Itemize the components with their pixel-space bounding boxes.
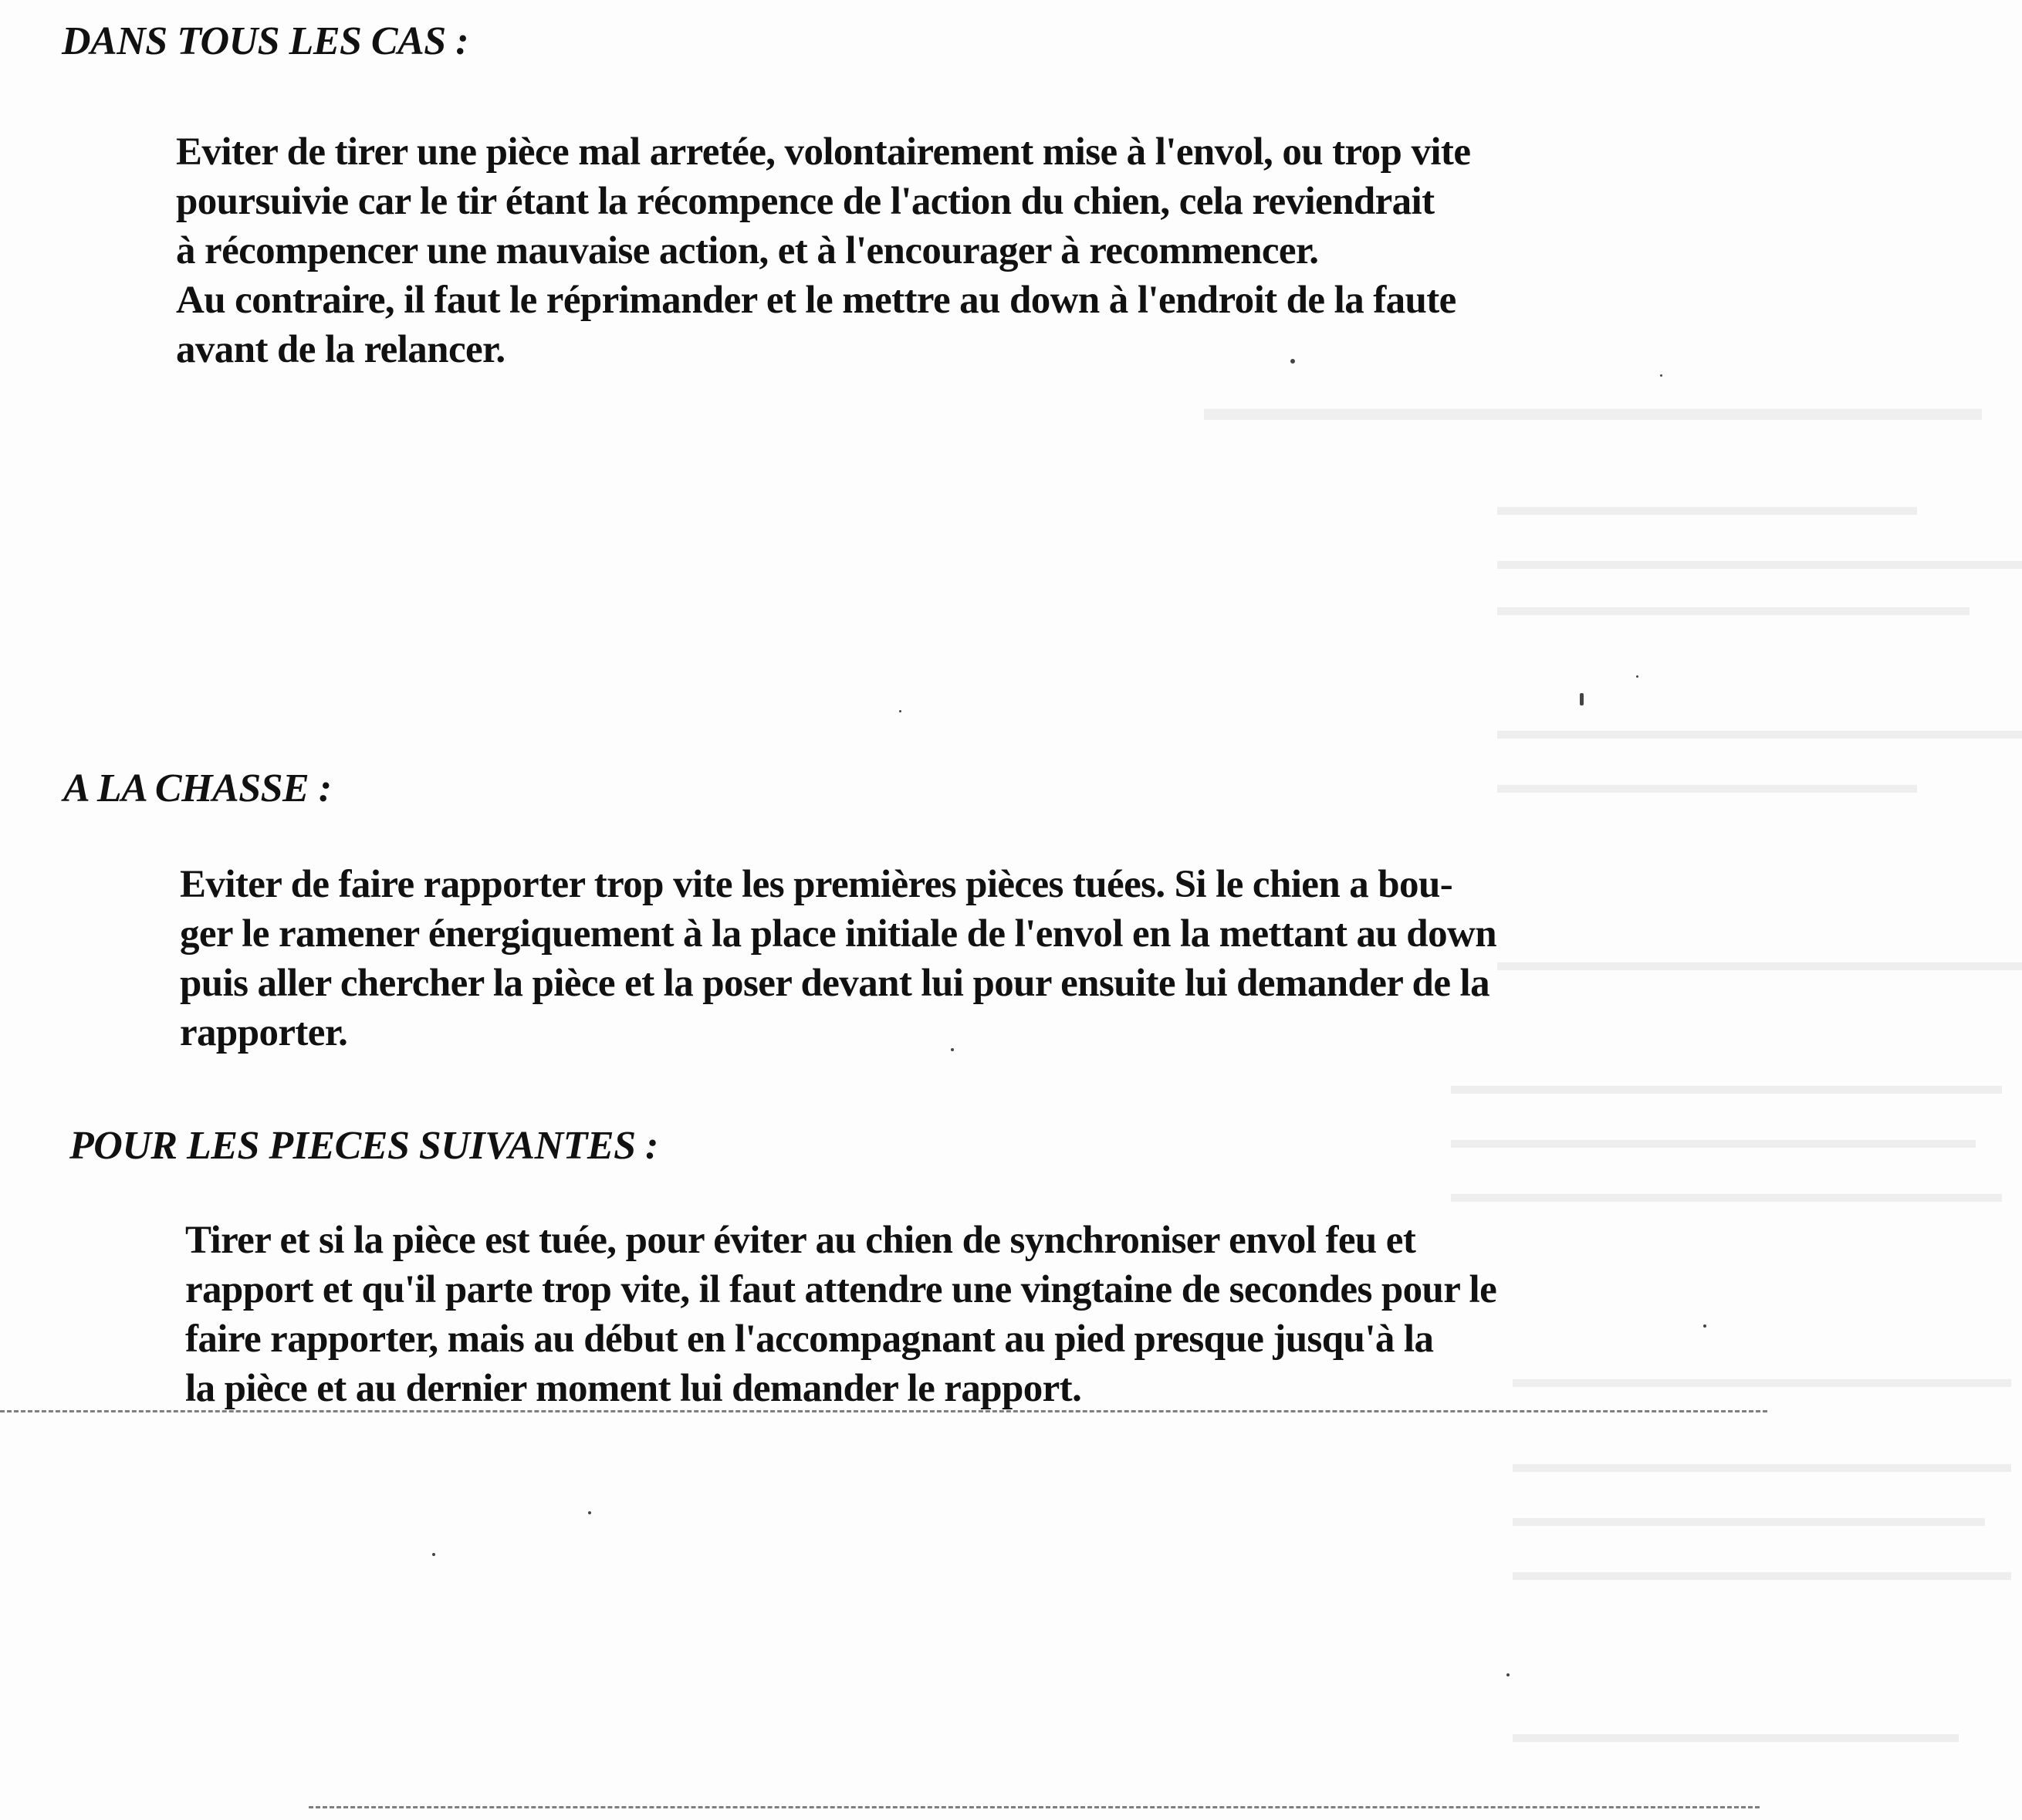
bleed-through-block: ▬▬▬▬▬▬▬▬▬▬▬▬▬▬▬▬▬▬ [1497,593,1970,621]
scan-speck [432,1553,435,1556]
scan-speck [1703,1324,1706,1328]
section-paragraph-pour-les-pieces-suivantes [185,1216,1496,1413]
paragraph-line: Eviter de faire rapporter trop vite les premières pièces tuées. Si le chien a bou- [180,863,1453,906]
section-heading-a-la-chasse: A LA CHASSE : [63,766,332,810]
bleed-through-block: ▬▬▬▬▬▬▬▬▬▬▬▬▬▬▬▬▬▬▬▬▬ [1451,1179,2002,1208]
bleed-through-block: ▬▬▬▬▬▬▬▬▬▬▬▬▬▬▬▬▬▬▬▬▬ [1451,1071,2002,1100]
scan-fold-line [0,1410,1767,1412]
paragraph-line: Eviter de tirer une pièce mal arretée, volontairement mise à l'envol, ou trop vite [176,130,1471,174]
scan-speck [1580,693,1584,705]
bleed-through-block: ▬▬▬▬▬▬▬▬▬▬▬▬▬▬▬▬▬▬▬ [1513,1365,2011,1393]
scan-speck [588,1511,591,1514]
scan-fold-line [309,1806,1760,1808]
bleed-through-block: ▬▬▬▬▬▬▬▬▬▬▬▬▬▬▬▬▬▬▬▬ [1497,546,2022,575]
bleed-through-block: ▬▬▬▬▬▬▬▬▬▬▬▬▬▬▬▬▬▬▬▬ [1497,716,2022,745]
bleed-through-block: ▬▬▬▬▬▬▬▬▬▬▬▬▬▬▬▬▬ [1513,1720,1959,1748]
bleed-through-block: ▬▬▬▬▬▬▬▬▬▬▬▬▬▬▬▬ [1497,770,1917,799]
section-paragraph-a-la-chasse [180,860,1496,1057]
bleed-through-block: ▬▬▬▬▬▬▬▬▬▬▬▬▬▬▬▬▬▬▬▬ [1451,1125,1976,1154]
section-heading-pour-les-pieces-suivantes: POUR LES PIECES SUIVANTES : [69,1124,658,1168]
paragraph-line: poursuivie car le tir étant la récompence de l'action du chien, cela reviendrait [176,180,1435,223]
paragraph-line: la pièce et au dernier moment lui demander le rapport. [185,1367,1082,1410]
section-heading-dans-tous-les-cas: DANS TOUS LES CAS : [62,19,469,63]
bleed-through-block: ▬▬▬▬▬▬▬▬▬▬▬▬▬▬▬▬ [1497,492,1917,521]
scan-speck [1660,374,1662,377]
paragraph-line: rapporter. [180,1011,348,1054]
scan-speck [951,1048,954,1051]
scan-speck [1636,675,1638,678]
paragraph-line: faire rapporter, mais au début en l'accompagnant au pied presque jusqu'à la [185,1318,1434,1361]
bleed-through-block: ▬▬▬▬▬▬▬▬▬▬▬▬▬▬▬▬▬▬▬▬ [1497,948,2022,976]
bleed-through-block: ▬▬▬▬▬▬▬▬▬▬▬▬▬▬▬▬▬▬▬▬▬ [1204,387,1982,428]
bleed-through-block: ▬▬▬▬▬▬▬▬▬▬▬▬▬▬▬▬▬▬▬ [1513,1558,2011,1586]
paragraph-line: à récompencer une mauvaise action, et à l'encourager à recommencer. [176,229,1319,272]
paragraph-line: rapport et qu'il parte trop vite, il faut attendre une vingtaine de secondes pour le [185,1268,1497,1311]
paragraph-line: ger le ramener énergiquement à la place initiale de l'envol en la mettant au down [180,912,1496,956]
paragraph-line: puis aller chercher la pièce et la poser devant lui pour ensuite lui demander de la [180,962,1489,1005]
paragraph-line: Tirer et si la pièce est tuée, pour éviter au chien de synchroniser envol feu et [185,1219,1416,1262]
scan-speck [1506,1673,1510,1676]
scan-speck [899,710,901,712]
paragraph-line: Au contraire, il faut le réprimander et le mettre au down à l'endroit de la faute [176,279,1456,322]
bleed-through-block: ▬▬▬▬▬▬▬▬▬▬▬▬▬▬▬▬▬▬▬ [1513,1450,2011,1478]
bleed-through-block: ▬▬▬▬▬▬▬▬▬▬▬▬▬▬▬▬▬▬ [1513,1504,1985,1532]
section-paragraph-dans-tous-les-cas [176,127,1470,374]
paragraph-line: avant de la relancer. [176,328,506,371]
scan-speck [1290,359,1295,364]
